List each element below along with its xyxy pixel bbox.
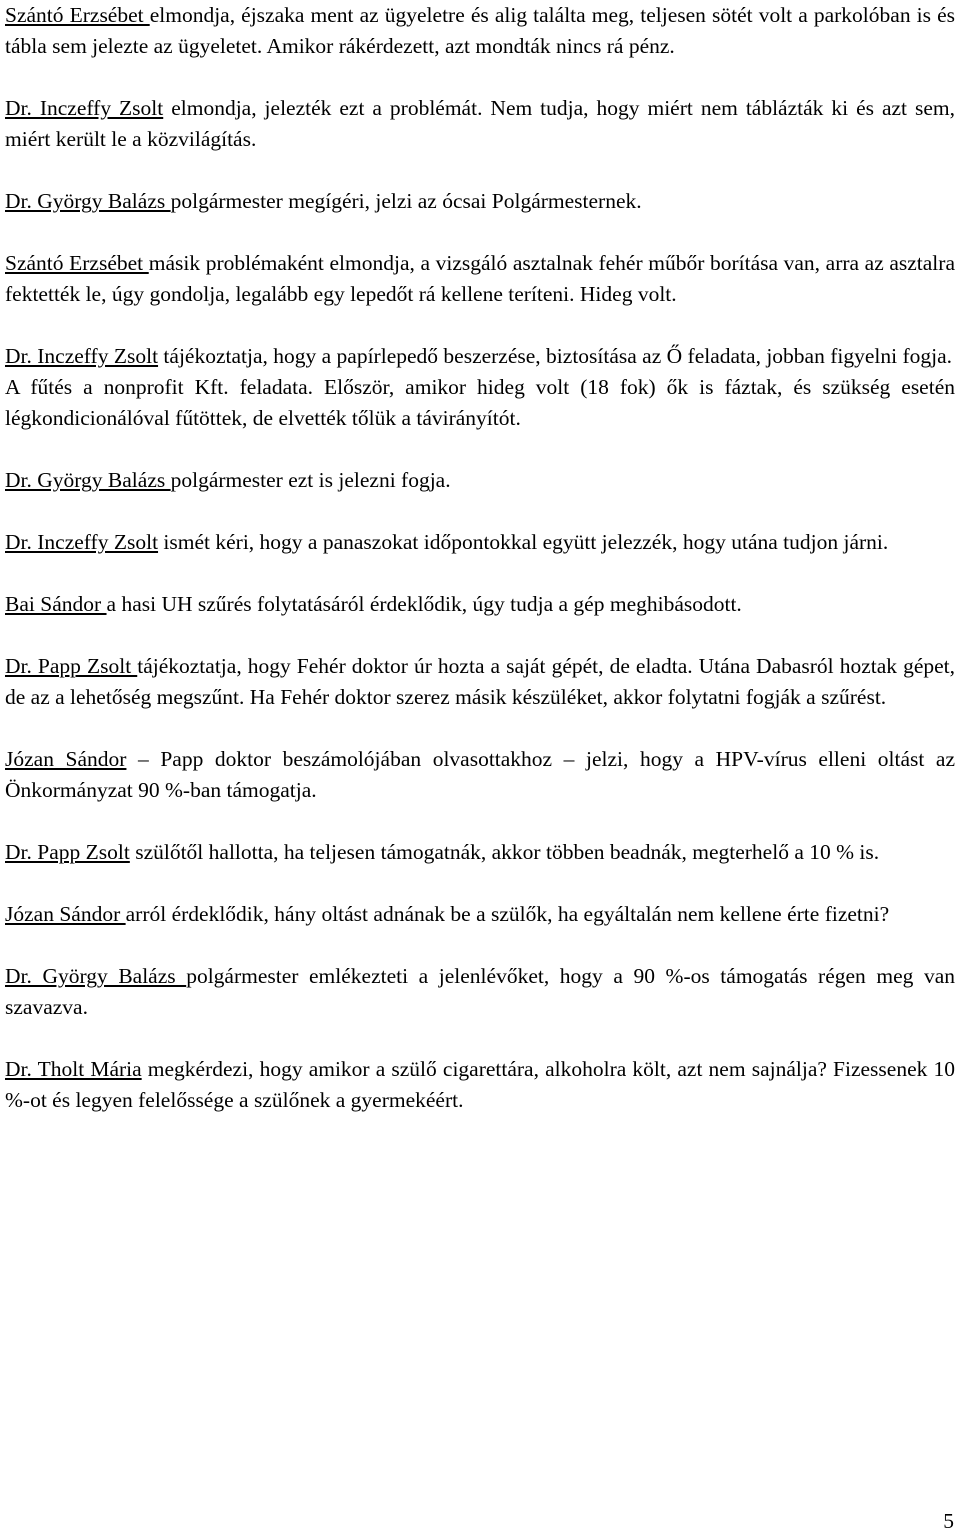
paragraph-text: elmondja, éjszaka ment az ügyeletre és alig találta meg, teljesen sötét volt a parkolóban is és tábla sem jelezte az ügyeletet. Amikor rákérdezett, azt mondták nincs rá pénz. [5,3,955,58]
paragraph [5,186,955,217]
speaker-name: Dr. Inczeffy Zsolt [5,530,159,554]
paragraph [5,1054,955,1116]
speaker-name: Józan Sándor [5,902,126,926]
paragraph-text: ismét kéri, hogy a panaszokat időpontokkal együtt jelezzék, hogy utána tudjon járni. [158,530,889,554]
paragraph-text: polgármester megígéri, jelzi az ócsai Polgármesternek. [170,189,642,213]
paragraph [5,93,955,155]
document-body [5,0,955,1116]
paragraph-text: elmondja, jelezték ezt a problémát. Nem tudja, hogy miért nem táblázták ki és azt sem, miért került le a közvilágítás. [5,96,955,151]
speaker-name: Dr. Inczeffy Zsolt [5,96,164,120]
speaker-name: Dr. Tholt Mária [5,1057,142,1081]
paragraph-text: megkérdezi, hogy amikor a szülő cigarettára, alkoholra költ, azt nem sajnálja? Fizessenek 10 %-ot és legyen felelőssége a szülőnek a gyermekéért. [5,1057,955,1112]
paragraph-text: szülőtől hallotta, ha teljesen támogatnák, akkor többen beadnák, megterhelő a 10 % is. [129,840,880,864]
paragraph-text: polgármester ezt is jelezni fogja. [170,468,451,492]
speaker-name: Dr. György Balázs [5,964,187,988]
speaker-name: Dr. György Balázs [5,189,171,213]
paragraph-text: polgármester emlékezteti a jelenlévőket, hogy a 90 %-os támogatás régen meg van szavazva. [5,964,955,1019]
speaker-name: Szántó Erzsébet [5,251,149,275]
paragraph-text: A fűtés a nonprofit Kft. feladata. Először, amikor hideg volt (18 fok) ők is fáztak, és szükség esetén légkondicionálóval fűtöttek, de elvették tőlük a távirányítót. [5,375,955,430]
paragraph [5,961,955,1023]
speaker-name: Dr. Papp Zsolt [5,654,138,678]
paragraph [5,527,955,558]
paragraph [5,589,955,620]
paragraph [5,465,955,496]
paragraph [5,651,955,713]
speaker-name: Dr. Inczeffy Zsolt [5,344,159,368]
paragraph-text: arról érdeklődik, hány oltást adnának be a szülők, ha egyáltalán nem kellene érte fizetni? [125,902,890,926]
paragraph [5,372,955,434]
paragraph-text: – Papp doktor beszámolójában olvasottakhoz – jelzi, hogy a HPV-vírus elleni oltást az Önkormányzat 90 %-ban támogatja. [5,747,955,802]
page-number: 5 [943,1509,954,1533]
paragraph-text: másik problémaként elmondja, a vizsgáló asztalnak fehér műbőr borítása van, arra az asztalra fektették le, úgy gondolja, legalább egy lepedőt rá kellene teríteni. Hideg volt. [5,251,955,306]
speaker-name: Bai Sándor [5,592,107,616]
paragraph [5,899,955,930]
paragraph-text: tájékoztatja, hogy Fehér doktor úr hozta a saját gépét, de eladta. Utána Dabasról hoztak gépet, de az a lehetőség megszűnt. Ha Fehér doktor szerez másik készüléket, akkor folytatni fogják a szűrést. [5,654,955,709]
speaker-name: Józan Sándor [5,747,127,771]
speaker-name: Dr. Papp Zsolt [5,840,130,864]
paragraph [5,341,955,372]
paragraph [5,0,955,62]
speaker-name: Szántó Erzsébet [5,3,150,27]
paragraph-text: a hasi UH szűrés folytatásáról érdeklődik, úgy tudja a gép meghibásodott. [106,592,742,616]
speaker-name: Dr. György Balázs [5,468,171,492]
paragraph [5,837,955,868]
paragraph [5,744,955,806]
paragraph [5,248,955,310]
paragraph-text: tájékoztatja, hogy a papírlepedő beszerzése, biztosítása az Ő feladata, jobban figyelni fogja. [158,344,953,368]
